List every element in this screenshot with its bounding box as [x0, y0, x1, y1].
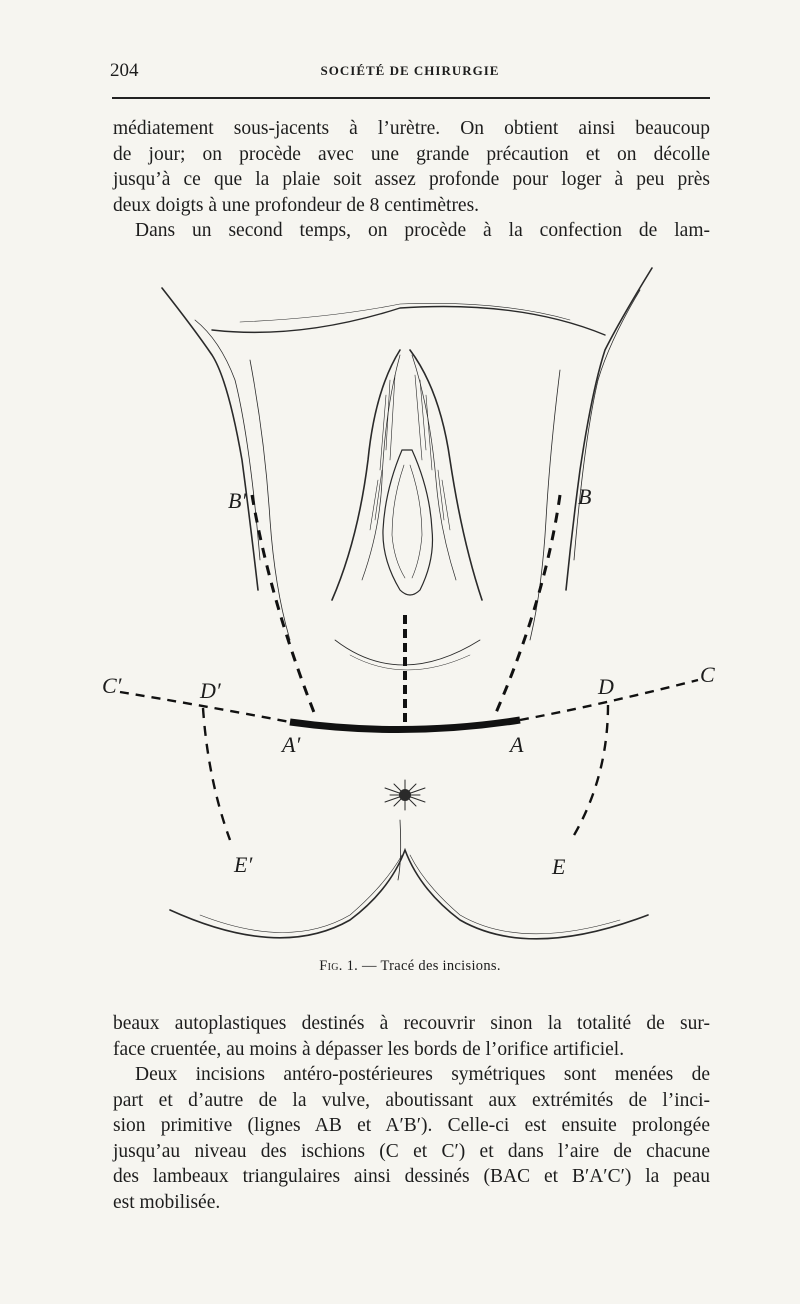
label-D: D [598, 674, 614, 699]
label-A-prime: A′ [282, 732, 301, 757]
page-number: 204 [110, 60, 139, 81]
header-rule [112, 97, 710, 99]
left-thigh-contour [162, 288, 258, 590]
text-line: jusqu’au niveau des ischions (C et C′) et dans l’aire de chacune [113, 1140, 710, 1162]
text-line: Deux incisions antéro-postérieures symétriques sont menées de [135, 1064, 710, 1085]
text-line: jusqu’à ce que la plaie soit assez profonde pour loger à peu près [113, 169, 710, 190]
text-line: part et d’autre de la vulve, aboutissant aux extrémités de l’inci- [113, 1089, 710, 1111]
paragraph-top [113, 116, 710, 244]
label-B: B [578, 484, 592, 509]
figure-number: Fig. 1. [319, 958, 359, 974]
text-line: sion primitive (lignes AB et A′B′). Celle-ci est ensuite prolongée [113, 1115, 710, 1136]
incision-diagram [100, 260, 720, 950]
incision-A-prime-B-prime [252, 495, 315, 715]
label-B-prime: B′ [228, 488, 247, 513]
label-C: C [700, 662, 715, 687]
label-A: A [510, 732, 524, 757]
vestibule [383, 450, 433, 595]
pubic-contour [212, 307, 605, 335]
right-thigh-inner [574, 290, 640, 560]
anatomical-figure [100, 260, 720, 950]
text-line: est mobilisée. [113, 1191, 221, 1213]
figure-caption [100, 958, 720, 975]
incision-A-B [495, 495, 560, 715]
label-E: E [552, 854, 566, 879]
right-thigh-contour [566, 268, 652, 590]
text-line: médiatement sous-jacents à l’urètre. On obtient ainsi beaucoup [113, 118, 710, 139]
label-D-prime: D′ [200, 678, 221, 703]
label-E-prime: E′ [234, 852, 253, 877]
text-line: deux doigts à une profondeur de 8 centimètres. [113, 194, 480, 216]
text-line: des lambeaux triangulaires ainsi dessinés (BAC et B′A′C′) la peau [113, 1166, 710, 1187]
text-line: Dans un second temps, on procède à la confection de lam- [135, 220, 710, 241]
running-title: SOCIÉTÉ DE CHIRURGIE [320, 63, 500, 78]
figure-caption-text: — Tracé des incisions. [362, 958, 501, 974]
paragraph-bottom [113, 1011, 710, 1215]
text-line: beaux autoplastiques destinés à recouvrir sinon la totalité de sur- [113, 1013, 710, 1034]
text-line: de jour; on procède avec une grande précaution et on décolle [113, 143, 710, 165]
page-header [110, 60, 710, 86]
text-line: face cruentée, au moins à dépasser les bords de l’orifice artificiel. [113, 1038, 625, 1060]
label-C-prime: C′ [102, 673, 122, 698]
incision-D-E [570, 705, 608, 842]
incision-D-prime-E-prime [203, 708, 230, 840]
